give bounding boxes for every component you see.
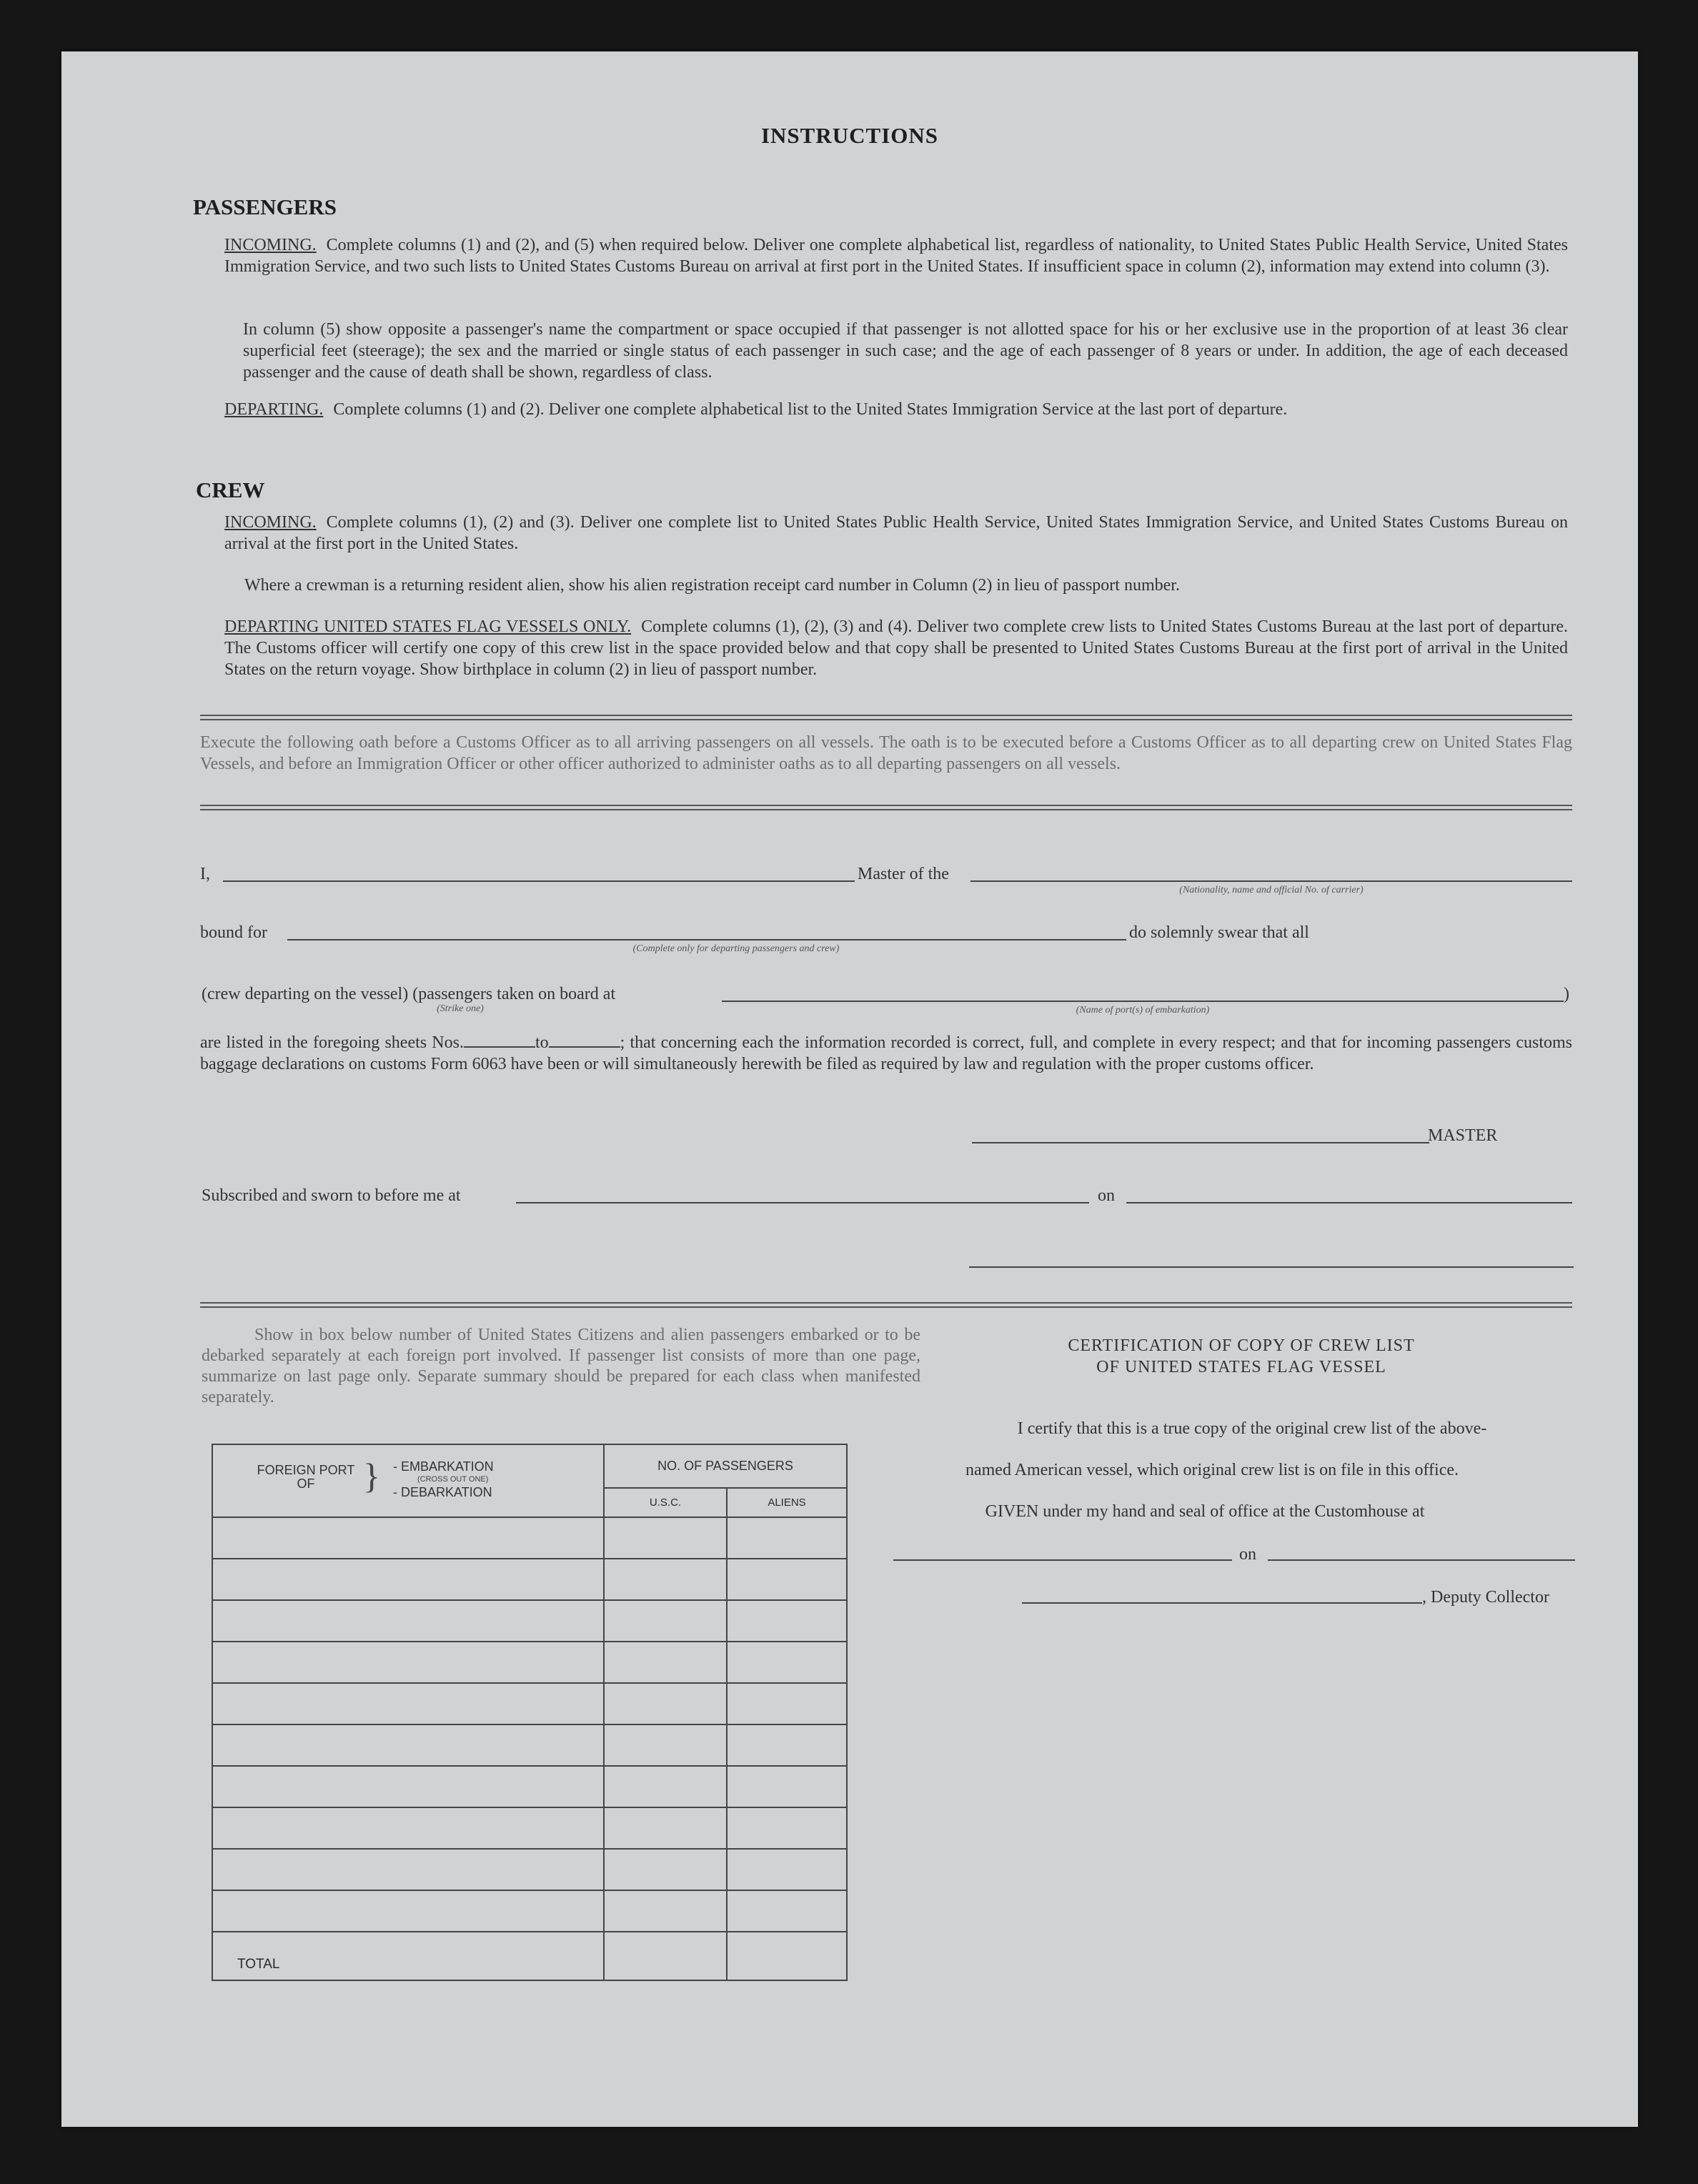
usc-cell[interactable] [604, 1890, 727, 1932]
bound-for-label: bound for [200, 923, 267, 942]
usc-cell[interactable] [604, 1683, 727, 1724]
port-cell[interactable] [212, 1642, 604, 1683]
passengers-incoming-paragraph [224, 234, 1568, 277]
customhouse-field[interactable] [893, 1559, 1232, 1561]
passengers-column5-paragraph: In column (5) show opposite a passenger's name the compartment or space occupied if that passenger is not allotted space for his or her exclusive use in the proportion of at least 36 clear superficial feet (steerage); the sex and the married or single status of each passenger in such case; and the age of each passenger of 8 years or under. In addition, the age of each deceased passenger and the cause of death shall be shown, regardless of class. [243, 320, 1568, 382]
deputy-collector-label: , Deputy Collector [1422, 1588, 1549, 1607]
usc-total-cell[interactable] [604, 1932, 727, 1980]
no-of-passengers-header: NO. OF PASSENGERS [604, 1444, 847, 1488]
usc-cell[interactable] [604, 1807, 727, 1849]
aliens-cell[interactable] [727, 1766, 847, 1807]
certification-text3: GIVEN under my hand and seal of office at the Customhouse at [985, 1502, 1425, 1521]
crew-departing-paragraph [224, 616, 1568, 680]
certification-on-label: on [1239, 1545, 1256, 1564]
port-cell[interactable] [212, 1849, 604, 1890]
listed-text-a: are listed in the foregoing sheets Nos. [200, 1033, 464, 1052]
master-signature-field[interactable] [972, 1142, 1429, 1143]
aliens-header: ALIENS [727, 1488, 847, 1517]
port-cell[interactable] [212, 1683, 604, 1724]
passengers-incoming-text: Complete columns (1) and (2), and (5) when required below. Deliver one complete alphabetical list, regardless of nationality, to United States Public Health Service, United States Immigration Service, and two such lists to United States Customs Bureau on arrival at first port in the United States. If insufficient space in column (2), information may extend into column (3). [224, 236, 1568, 276]
aliens-cell[interactable] [727, 1559, 847, 1600]
crew-heading: CREW [196, 477, 265, 502]
total-label: TOTAL [212, 1932, 604, 1980]
brace-icon: } [363, 1456, 380, 1496]
certification-text2: named American vessel, which original crew list is on file in this office. [965, 1461, 1459, 1479]
form-page [61, 51, 1638, 2127]
sheet-to-field[interactable] [549, 1032, 620, 1048]
crew-incoming-paragraph [224, 512, 1568, 555]
port-cell[interactable] [212, 1890, 604, 1932]
swear-label: do solemnly swear that all [1126, 923, 1309, 943]
divider-bottom [200, 1302, 1572, 1308]
crew-resident-paragraph: Where a crewman is a returning resident alien, show his alien registration receipt card number in Column (2) in lieu of passport number. [244, 576, 1180, 595]
summary-instruction: Show in box below number of United States Citizens and alien passengers embarked or to be debarked separately at each foreign port involved. If passenger list consists of more than one page, summarize on last page only. Separate summary should be prepared for each class when manifested separately. [202, 1326, 920, 1406]
usc-cell[interactable] [604, 1559, 727, 1600]
foreign-port-label: FOREIGN PORT OF [257, 1463, 355, 1491]
close-paren: ) [1564, 985, 1569, 1003]
subscribed-date-field[interactable] [1126, 1202, 1572, 1203]
aliens-cell[interactable] [727, 1600, 847, 1642]
passengers-departing-paragraph [224, 399, 1568, 420]
embarkation-ports-caption: (Name of port(s) of embarkation) [1076, 1005, 1210, 1016]
divider-oath [200, 805, 1572, 810]
listed-text-b: ; that concerning each the information recorded is correct, full, and complete in every respect; and that for incoming passengers customs baggage declarations on customs Form 6063 have been or will simultaneously herewith be filed as required by law and regulation with the proper customs officer. [200, 1033, 1572, 1073]
master-label: MASTER [1428, 1126, 1498, 1145]
usc-cell[interactable] [604, 1724, 727, 1766]
officer-signature-field[interactable] [969, 1266, 1574, 1268]
master-of-the-label: Master of the [855, 865, 949, 884]
divider-top [200, 715, 1572, 720]
embarkation-label: - EMBARKATION [393, 1459, 494, 1474]
aliens-cell[interactable] [727, 1724, 847, 1766]
oath-listed-paragraph [200, 1032, 1572, 1075]
aliens-cell[interactable] [727, 1642, 847, 1683]
foreign-port-header [212, 1444, 604, 1517]
debarkation-label: - DEBARKATION [393, 1485, 492, 1499]
master-name-field[interactable] [223, 880, 900, 882]
aliens-cell[interactable] [727, 1517, 847, 1559]
subscribed-place-field[interactable] [516, 1202, 1089, 1203]
usc-cell[interactable] [604, 1517, 727, 1559]
aliens-total-cell[interactable] [727, 1932, 847, 1980]
crew-departing-lead: DEPARTING UNITED STATES FLAG VESSELS ONLY. [224, 617, 632, 636]
strike-one-caption: (Strike one) [437, 1003, 484, 1014]
bound-for-caption: (Complete only for departing passengers and crew) [632, 943, 840, 954]
certification-title-line2: OF UNITED STATES FLAG VESSEL [1096, 1358, 1386, 1376]
usc-cell[interactable] [604, 1600, 727, 1642]
aliens-cell[interactable] [727, 1890, 847, 1932]
passengers-heading: PASSENGERS [193, 194, 337, 219]
port-cell[interactable] [212, 1600, 604, 1642]
aliens-cell[interactable] [727, 1683, 847, 1724]
aliens-cell[interactable] [727, 1849, 847, 1890]
subscribed-on-label: on [1098, 1186, 1115, 1205]
passenger-summary-table [212, 1444, 848, 1981]
passengers-departing-text: Complete columns (1) and (2). Deliver one complete alphabetical list to the United States Immigration Service at the last port of departure. [333, 400, 1288, 419]
certification-title-line1: CERTIFICATION OF COPY OF CREW LIST [1068, 1336, 1415, 1355]
usc-cell[interactable] [604, 1766, 727, 1807]
carrier-field[interactable] [970, 880, 1572, 882]
passengers-incoming-lead: INCOMING. [224, 236, 317, 254]
aliens-cell[interactable] [727, 1807, 847, 1849]
crew-incoming-lead: INCOMING. [224, 513, 317, 532]
port-cell[interactable] [212, 1724, 604, 1766]
port-cell[interactable] [212, 1517, 604, 1559]
bound-for-field[interactable] [287, 939, 1185, 940]
page-title: INSTRUCTIONS [760, 123, 938, 148]
usc-cell[interactable] [604, 1849, 727, 1890]
port-cell[interactable] [212, 1766, 604, 1807]
usc-header: U.S.C. [604, 1488, 727, 1517]
usc-cell[interactable] [604, 1642, 727, 1683]
certification-date-field[interactable] [1268, 1559, 1575, 1561]
port-cell[interactable] [212, 1559, 604, 1600]
embarkation-ports-field[interactable] [722, 1001, 1564, 1002]
port-cell[interactable] [212, 1807, 604, 1849]
crew-passengers-label: (crew departing on the vessel) (passengers taken on board at [202, 985, 616, 1003]
cross-out-label: (CROSS OUT ONE) [417, 1475, 489, 1484]
listed-to: to [535, 1033, 549, 1052]
carrier-caption: (Nationality, name and official No. of carrier) [1179, 885, 1364, 895]
crew-departing-text: Complete columns (1), (2), (3) and (4). Deliver two complete crew lists to United States Customs Bureau at the last port of departure. The Customs officer will certify one copy of this crew list in the space provided below and that copy shall be presented to United States Customs Bureau at the first port of arrival in the United States on the return voyage. Show birthplace in column (2) in lieu of passport number. [224, 617, 1568, 679]
certification-text1: I certify that this is a true copy of the original crew list of the above- [1017, 1419, 1487, 1438]
crew-incoming-text: Complete columns (1), (2) and (3). Deliver one complete list to United States Public Health Service, United States Immigration Service, and United States Customs Bureau on arrival at the first port in the United States. [224, 513, 1568, 553]
subscribed-label: Subscribed and sworn to before me at [202, 1186, 461, 1205]
deputy-signature-field[interactable] [1022, 1602, 1422, 1604]
certification-title [905, 1335, 1578, 1378]
passengers-departing-lead: DEPARTING. [224, 400, 324, 419]
oath-instruction: Execute the following oath before a Customs Officer as to all arriving passengers on all vessels. The oath is to be executed before a Customs Officer as to all departing crew on United States Flag Vessels, and before an Immigration Officer or other officer authorized to administer oaths as to all departing passengers on all vessels. [200, 733, 1572, 773]
sheet-from-field[interactable] [464, 1032, 535, 1048]
oath-i-label: I, [200, 865, 210, 883]
